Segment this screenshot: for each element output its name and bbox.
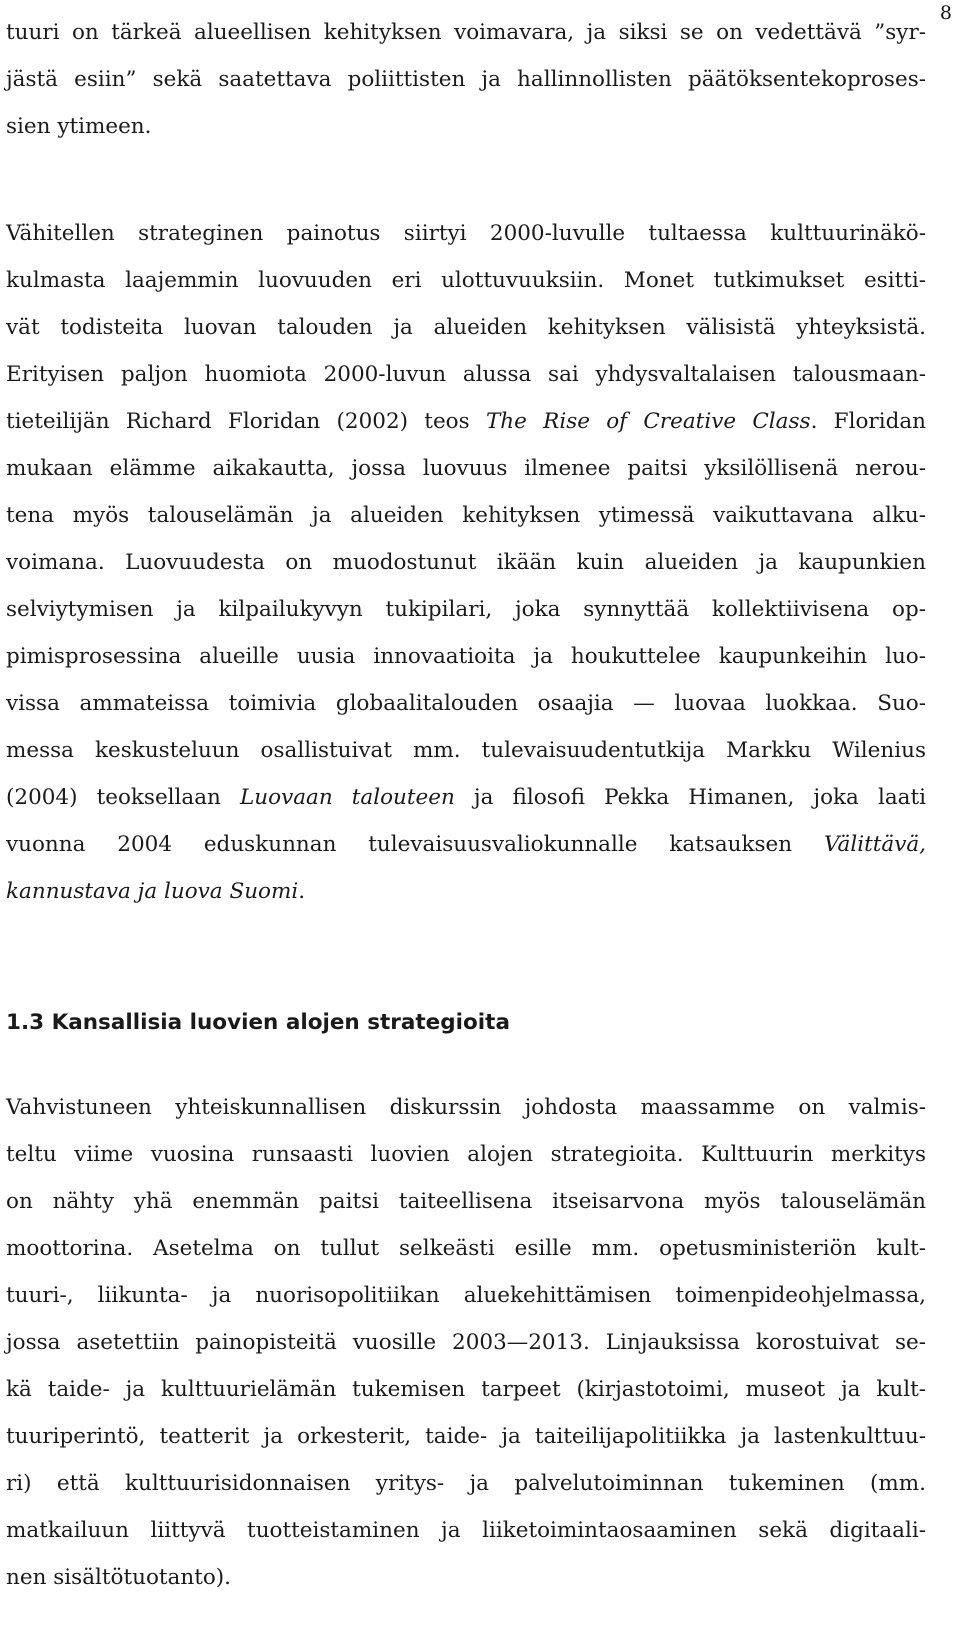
text-run: ja filosofi Pekka Himanen, joka laati [454, 785, 926, 810]
text-run: (2004) teoksellaan [6, 785, 240, 810]
text-line: tuuriperintö, teatterit ja orkesterit, taide- ja taiteilijapolitiikka ja lastenkulttuu- [6, 1424, 926, 1449]
text-line: sien ytimeen. [6, 114, 152, 139]
text-run: . Floridan [810, 409, 926, 434]
text-line: kulmasta laajemmin luovuuden eri ulottuvuuksiin. Monet tutkimukset esitti- [6, 268, 926, 293]
text-line [6, 877, 926, 907]
text-line: matkailuun liittyvä tuotteistaminen ja liiketoimintaosaaminen sekä digitaali- [6, 1518, 926, 1543]
book-title: Luovaan talouteen [240, 785, 455, 810]
text-line: mukaan elämme aikakautta, jossa luovuus ilmenee paitsi yksilöllisenä nerou- [6, 456, 926, 481]
text-line: jossa asetettiin painopisteitä vuosille 2003—2013. Linjauksissa korostuivat se- [6, 1330, 926, 1355]
text-line: tena myös talouselämän ja alueiden kehityksen ytimessä vaikuttavana alku- [6, 503, 926, 528]
text-line [6, 783, 926, 813]
text-run: . [298, 879, 306, 904]
text-line: Vahvistuneen yhteiskunnallisen diskurssin johdosta maassamme on valmis- [6, 1095, 926, 1120]
text-line [6, 407, 926, 437]
text-line: messa keskusteluun osallistuivat mm. tulevaisuudentutkija Markku Wilenius [6, 738, 926, 763]
text-run: tieteilijän Richard Floridan (2002) teos [6, 409, 486, 434]
page-number: 8 [939, 2, 952, 24]
report-title: Välittävä, [823, 832, 926, 857]
text-line: ri) että kulttuurisidonnaisen yritys- ja palvelutoiminnan tukeminen (mm. [6, 1471, 926, 1496]
text-line: Erityisen paljon huomiota 2000-luvun alussa sai yhdysvaltalaisen talousmaan- [6, 362, 926, 387]
text-line: jästä esiin” sekä saatettava poliittisten ja hallinnollisten päätöksentekoproses- [6, 67, 926, 92]
text-line: nen sisältötuotanto). [6, 1565, 232, 1590]
text-line [6, 830, 926, 860]
text-line: on nähty yhä enemmän paitsi taiteellisena itseisarvona myös talouselämän [6, 1189, 926, 1214]
text-line: vät todisteita luovan talouden ja alueiden kehityksen välisistä yhteyksistä. [6, 315, 926, 340]
book-title: The Rise of Creative Class [485, 409, 811, 434]
text-line: pimisprosessina alueille uusia innovaatioita ja houkuttelee kaupunkeihin luo- [6, 644, 926, 669]
text-line: voimana. Luovuudesta on muodostunut ikään kuin alueiden ja kaupunkien [6, 550, 926, 575]
text-line: tuuri-, liikunta- ja nuorisopolitiikan aluekehittämisen toimenpideohjelmassa, [6, 1283, 926, 1308]
text-line: Vähitellen strateginen painotus siirtyi 2000-luvulle tultaessa kulttuurinäkö- [6, 221, 926, 246]
text-line: kä taide- ja kulttuurielämän tukemisen tarpeet (kirjastotoimi, museot ja kult- [6, 1377, 926, 1402]
text-line: tuuri on tärkeä alueellisen kehityksen voimavara, ja siksi se on vedettävä ”syr- [6, 20, 926, 45]
text-line: moottorina. Asetelma on tullut selkeästi esille mm. opetusministeriön kult- [6, 1236, 926, 1261]
text-run: vuonna 2004 eduskunnan tulevaisuusvaliokunnalle katsauksen [6, 832, 824, 857]
text-line: vissa ammateissa toimivia globaalitalouden osaajia — luovaa luokkaa. Suo- [6, 691, 926, 716]
section-heading: 1.3 Kansallisia luovien alojen strategioita [6, 1010, 510, 1035]
report-title: kannustava ja luova Suomi [6, 879, 299, 904]
text-line: selviytymisen ja kilpailukyvyn tukipilari, joka synnyttää kollektiivisena op- [6, 597, 926, 622]
text-line: teltu viime vuosina runsaasti luovien alojen strategioita. Kulttuurin merkitys [6, 1142, 926, 1167]
